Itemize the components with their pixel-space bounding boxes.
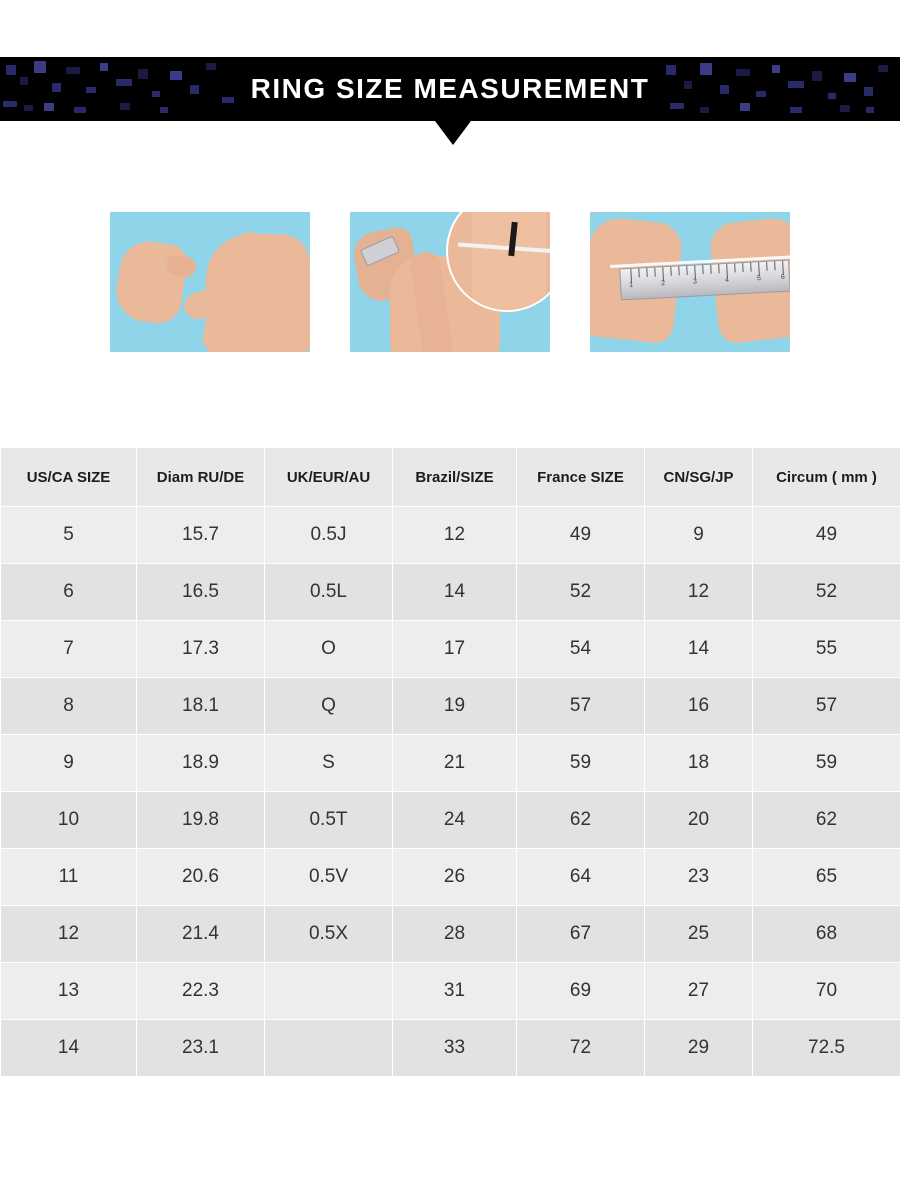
cell-diam: 18.9 [137, 735, 265, 792]
cell-france: 59 [517, 735, 645, 792]
cell-uk [265, 1020, 393, 1077]
ruler-measure-photo [590, 212, 790, 352]
cell-brazil: 17 [393, 621, 517, 678]
cell-cn: 16 [645, 678, 753, 735]
banner-arrow-wrap [0, 121, 900, 147]
table-row [1, 621, 900, 678]
cell-cn: 18 [645, 735, 753, 792]
cell-france: 67 [517, 906, 645, 963]
column-header-uk-eur-au: UK/EUR/AU [265, 448, 393, 507]
page-title: RING SIZE MEASUREMENT [0, 57, 900, 121]
table-row [1, 1020, 900, 1077]
cell-us-ca: 6 [1, 564, 137, 621]
cell-france: 64 [517, 849, 645, 906]
table-row [1, 735, 900, 792]
cell-circum: 65 [753, 849, 900, 906]
chevron-down-icon [435, 121, 471, 145]
cell-us-ca: 5 [1, 507, 137, 564]
cell-uk: 0.5T [265, 792, 393, 849]
cell-uk: 0.5V [265, 849, 393, 906]
cell-diam: 20.6 [137, 849, 265, 906]
column-header-diam-ru-de: Diam RU/DE [137, 448, 265, 507]
cell-uk: O [265, 621, 393, 678]
cell-brazil: 26 [393, 849, 517, 906]
table-row [1, 678, 900, 735]
cell-circum: 59 [753, 735, 900, 792]
cell-brazil: 33 [393, 1020, 517, 1077]
header-banner [0, 57, 900, 121]
column-header-circum: Circum ( mm ) [753, 448, 900, 507]
table-header-row [1, 448, 900, 507]
cell-france: 54 [517, 621, 645, 678]
cell-uk: S [265, 735, 393, 792]
cell-cn: 12 [645, 564, 753, 621]
cell-cn: 20 [645, 792, 753, 849]
cell-us-ca: 9 [1, 735, 137, 792]
cell-us-ca: 7 [1, 621, 137, 678]
cell-cn: 9 [645, 507, 753, 564]
cell-cn: 25 [645, 906, 753, 963]
cell-uk: Q [265, 678, 393, 735]
cell-circum: 52 [753, 564, 900, 621]
cell-brazil: 14 [393, 564, 517, 621]
cell-circum: 62 [753, 792, 900, 849]
cell-uk: 0.5X [265, 906, 393, 963]
column-header-cn-sg-jp: CN/SG/JP [645, 448, 753, 507]
table-row [1, 849, 900, 906]
cell-us-ca: 10 [1, 792, 137, 849]
cell-france: 72 [517, 1020, 645, 1077]
cell-diam: 15.7 [137, 507, 265, 564]
hand-measure-photo [110, 212, 310, 352]
size-table-wrap [0, 447, 900, 1077]
cell-diam: 17.3 [137, 621, 265, 678]
cell-circum: 49 [753, 507, 900, 564]
table-row [1, 564, 900, 621]
cell-france: 69 [517, 963, 645, 1020]
cell-france: 62 [517, 792, 645, 849]
cell-diam: 23.1 [137, 1020, 265, 1077]
column-header-brazil: Brazil/SIZE [393, 448, 517, 507]
cell-cn: 23 [645, 849, 753, 906]
column-header-france: France SIZE [517, 448, 645, 507]
cell-brazil: 21 [393, 735, 517, 792]
cell-diam: 19.8 [137, 792, 265, 849]
cell-diam: 21.4 [137, 906, 265, 963]
cell-us-ca: 8 [1, 678, 137, 735]
cell-cn: 29 [645, 1020, 753, 1077]
cell-brazil: 28 [393, 906, 517, 963]
cell-cn: 27 [645, 963, 753, 1020]
cell-us-ca: 12 [1, 906, 137, 963]
cell-france: 49 [517, 507, 645, 564]
string-mark-photo [350, 212, 550, 352]
cell-france: 52 [517, 564, 645, 621]
cell-circum: 72.5 [753, 1020, 900, 1077]
table-row [1, 963, 900, 1020]
cell-brazil: 24 [393, 792, 517, 849]
cell-diam: 16.5 [137, 564, 265, 621]
table-row [1, 507, 900, 564]
cell-diam: 18.1 [137, 678, 265, 735]
column-header-us-ca: US/CA SIZE [1, 448, 137, 507]
cell-us-ca: 14 [1, 1020, 137, 1077]
cell-brazil: 19 [393, 678, 517, 735]
photo-strip [0, 212, 900, 372]
cell-circum: 57 [753, 678, 900, 735]
ruler-icon: 1 2 3 4 5 6 [619, 260, 790, 301]
cell-us-ca: 13 [1, 963, 137, 1020]
cell-brazil: 31 [393, 963, 517, 1020]
table-row [1, 906, 900, 963]
cell-circum: 55 [753, 621, 900, 678]
ring-size-table [0, 447, 900, 1077]
cell-france: 57 [517, 678, 645, 735]
cell-circum: 70 [753, 963, 900, 1020]
cell-circum: 68 [753, 906, 900, 963]
cell-diam: 22.3 [137, 963, 265, 1020]
cell-uk: 0.5L [265, 564, 393, 621]
table-row [1, 792, 900, 849]
cell-us-ca: 11 [1, 849, 137, 906]
cell-cn: 14 [645, 621, 753, 678]
cell-uk [265, 963, 393, 1020]
cell-brazil: 12 [393, 507, 517, 564]
cell-uk: 0.5J [265, 507, 393, 564]
